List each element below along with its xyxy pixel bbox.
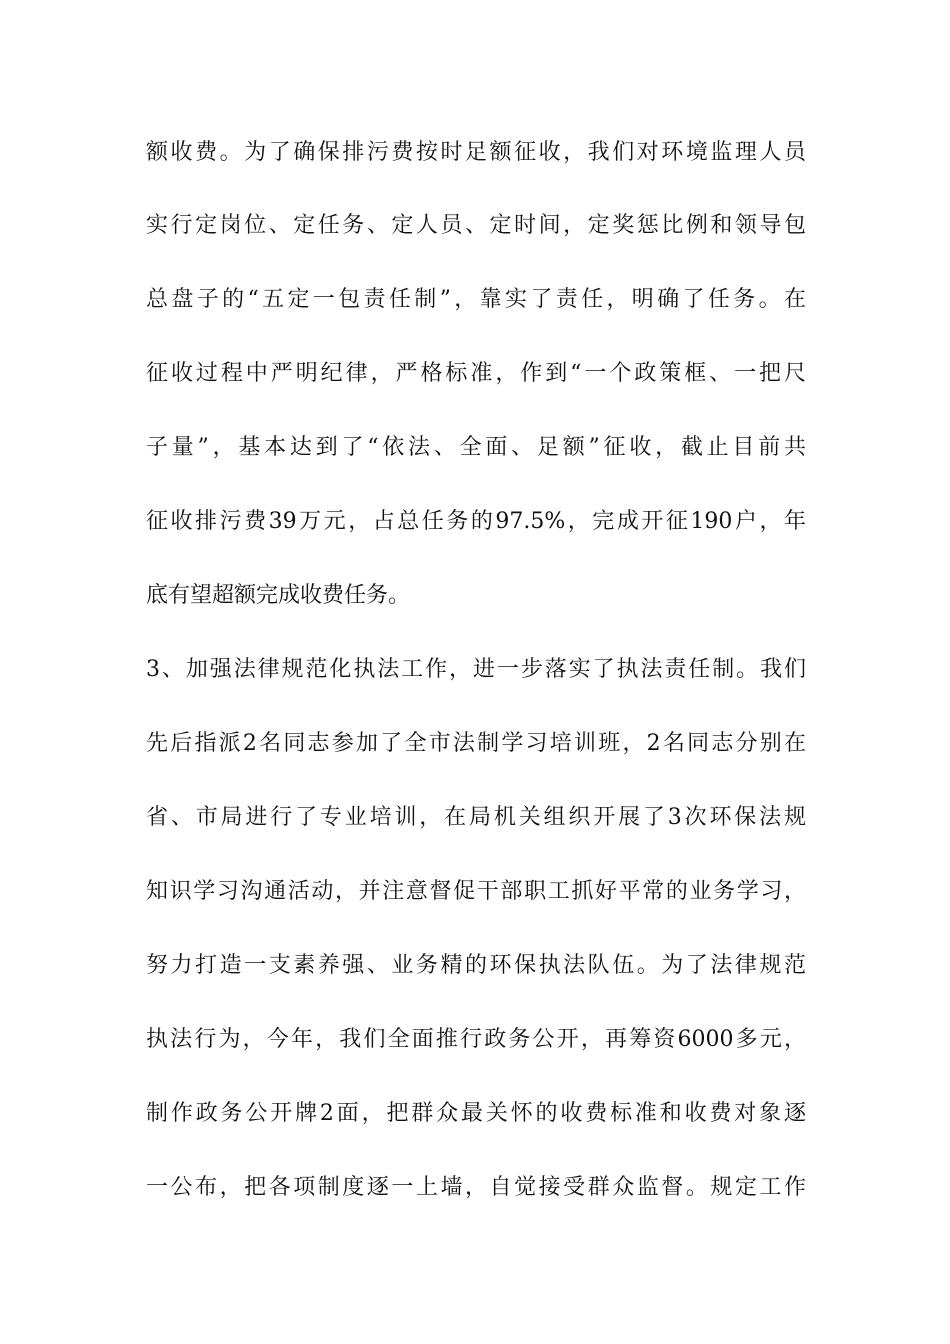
text-line: 执法行为，今年，我们全面推行政务公开，再筹资6000多元，: [146, 1027, 806, 1052]
text-line: 实行定岗位、定任务、定人员、定时间，定奖惩比例和领导包: [146, 213, 806, 238]
text-line: 知识学习沟通活动，并注意督促干部职工抓好平常的业务学习，: [146, 879, 806, 904]
text-line: 征收排污费39万元，占总任务的97.5%，完成开征190户，年: [146, 509, 806, 534]
text-line: 省、市局进行了专业培训，在局机关组织开展了3次环保法规: [146, 805, 806, 830]
text-line: 总盘子的“五定一包责任制”，靠实了责任，明确了任务。在: [146, 287, 806, 312]
text-line: 先后指派2名同志参加了全市法制学习培训班，2名同志分别在: [146, 731, 806, 756]
text-line: 制作政务公开牌2面，把群众最关怀的收费标准和收费对象逐: [146, 1101, 806, 1126]
text-line: 子量”，基本达到了“依法、全面、足额”征收，截止目前共: [146, 435, 806, 460]
text-line: 一公布，把各项制度逐一上墙，自觉接受群众监督。规定工作: [146, 1175, 806, 1200]
text-line: 征收过程中严明纪律，严格标准，作到“一个政策框、一把尺: [146, 361, 806, 386]
text-line: 底有望超额完成收费任务。: [146, 583, 411, 608]
text-line: 3、加强法律规范化执法工作，进一步落实了执法责任制。我们: [146, 657, 806, 682]
text-line: 努力打造一支素养强、业务精的环保执法队伍。为了法律规范: [146, 953, 806, 978]
text-line: 额收费。为了确保排污费按时足额征收，我们对环境监理人员: [146, 140, 806, 165]
